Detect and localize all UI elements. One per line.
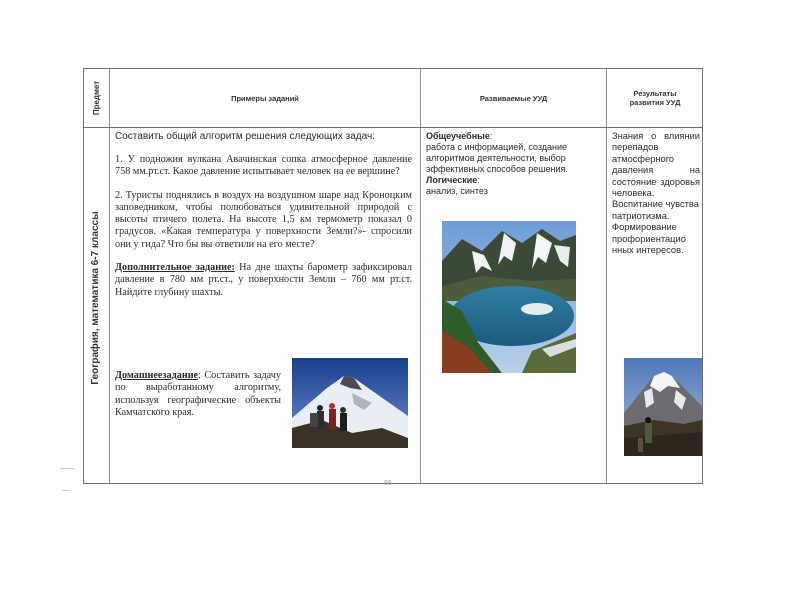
uud-general-text: работа с информацией, создание алгоритмов деятельности, выбор эффективных способов решения.	[426, 142, 568, 174]
uud-general-colon: :	[489, 131, 493, 141]
column-divider	[109, 69, 110, 483]
results-cell	[612, 131, 700, 256]
subject-cell: География, математика 6-7 классы	[90, 211, 101, 385]
uud-cell	[426, 131, 602, 197]
header-divider	[84, 127, 702, 128]
results-career: Формирование профориентацио нных интересов.	[612, 222, 686, 256]
results-knowledge: Знания о влиянии перепадов атмосферного давления на состояние здоровья человека.	[612, 131, 700, 199]
uud-general-heading	[426, 131, 602, 142]
extra-task-label: Дополнительное задание:	[115, 262, 235, 274]
header-uud: Развиваемые УУД	[479, 93, 548, 103]
mountain-lake-photo	[442, 221, 576, 373]
scan-artifact	[62, 490, 70, 491]
page-number: 86	[384, 480, 392, 487]
homework-text: : Составить задачу по выработанному алгоритму, используя географические объекты Камчатского края.	[115, 370, 281, 418]
uud-logic-heading	[426, 175, 602, 186]
task-2: 2. Туристы поднялись в воздух на воздушном шаре над Кроноцким заповедником, чтобы полюбоваться удивительной природой с высоты птичего полета. На высоте 1,5 км термометр показал 0 градусов. «Какая температура у поверхности Земли?»- спросили они у гида? Что бы вы ответили на его месте?	[115, 189, 412, 250]
header-results-line2: развития УУД	[629, 98, 681, 107]
column-divider	[606, 69, 607, 483]
scan-artifact	[60, 468, 74, 469]
uud-logic-colon: :	[477, 175, 480, 185]
column-divider	[420, 69, 421, 483]
header-results	[607, 69, 703, 127]
results-patriotism: Воспитание чувства патриотизма.	[612, 199, 699, 221]
uud-logic-text: анализ, синтез	[426, 186, 488, 196]
homework-label: Домашнеезадание	[115, 370, 199, 381]
volcano-cone-photo	[624, 358, 702, 456]
volcano-tourists-photo	[292, 358, 408, 448]
uud-table	[83, 68, 703, 484]
homework-block	[115, 370, 281, 419]
extra-task-text: На дне шахты барометр зафиксировал давление в 780 мм рт.ст., у поверхности Земли – 760 мм рт.ст. Найдите глубину шахты.	[115, 262, 412, 298]
uud-logic-label: Логические	[426, 175, 478, 185]
header-results-line1: Результаты	[633, 89, 677, 98]
task-1: 1. У подножия вулкана Авачинская сопка атмосферное давление 758 мм.рт.ст. Какое давление испытывает человек на ее вершине?	[115, 154, 412, 178]
task-intro: Составить общий алгоритм решения следующих задач:	[115, 131, 375, 142]
header-examples: Примеры заданий	[231, 93, 299, 103]
uud-general-label: Общеучебные	[426, 131, 490, 141]
header-subject: Предмет	[92, 80, 101, 116]
examples-cell	[115, 131, 412, 299]
extra-task	[115, 262, 412, 299]
